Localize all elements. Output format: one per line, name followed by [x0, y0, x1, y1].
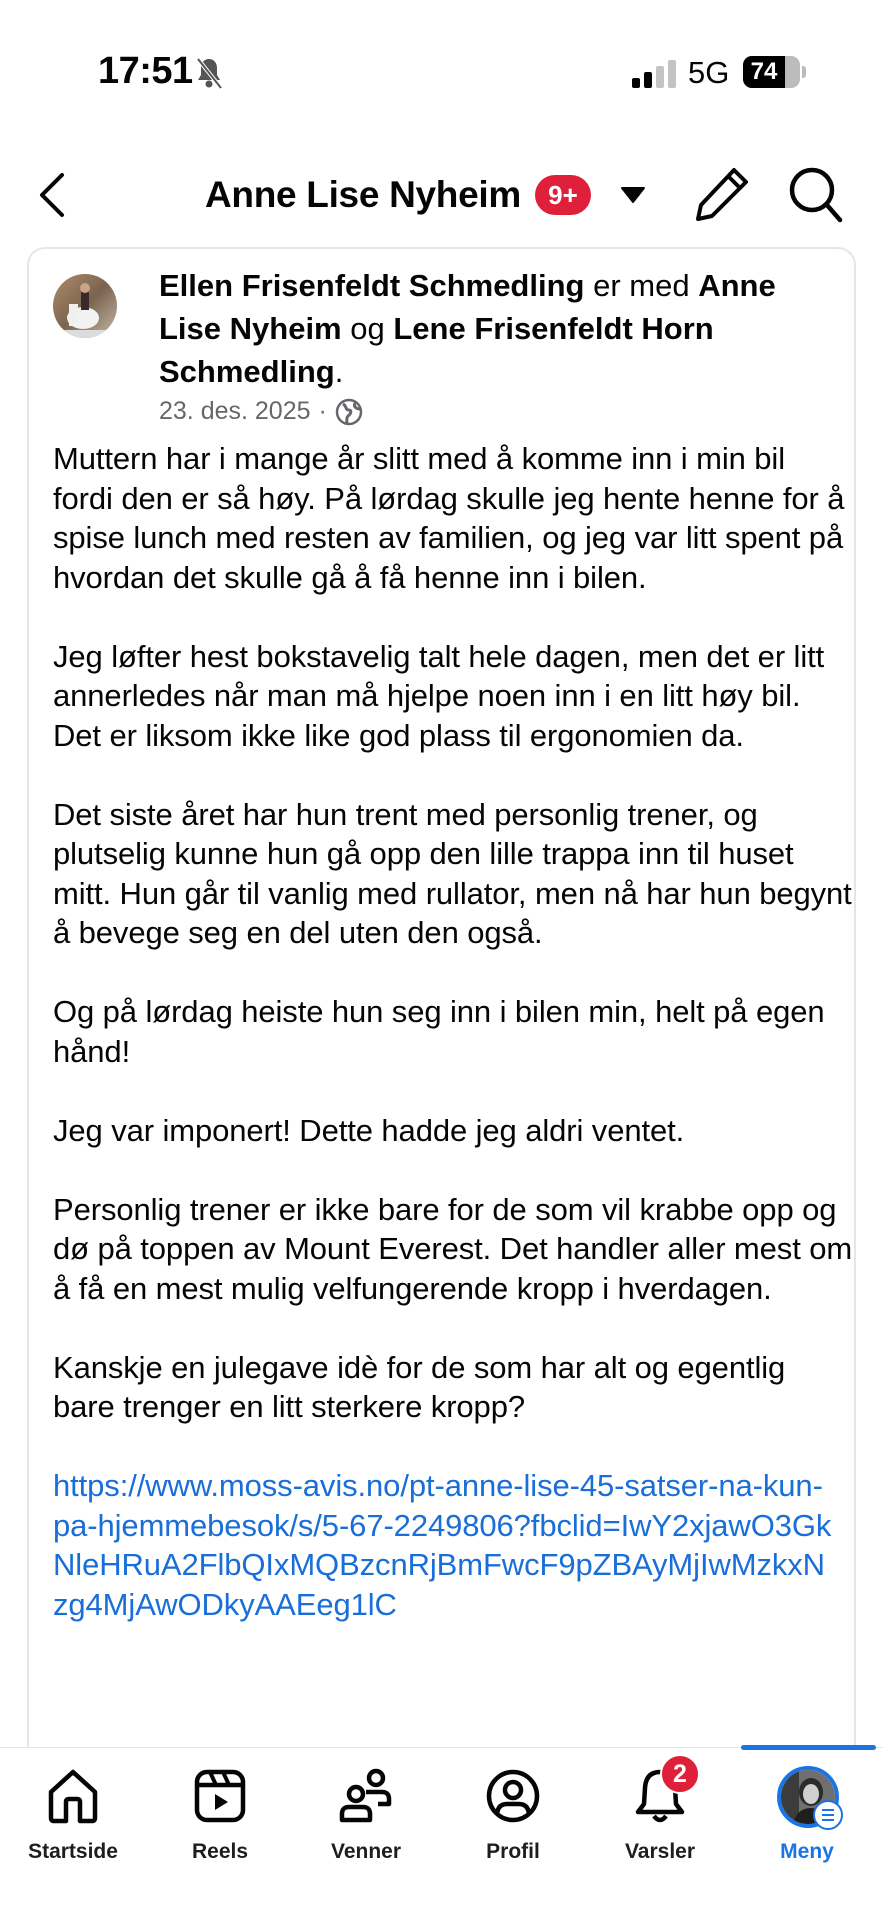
with-connector: er med: [593, 268, 690, 303]
back-button[interactable]: [30, 168, 74, 222]
reels-icon: [190, 1766, 250, 1826]
app-header: [0, 150, 883, 240]
nav-label: Varsler: [624, 1840, 696, 1863]
active-tab-indicator: [741, 1745, 876, 1750]
author-name-link[interactable]: Ellen Frisenfeldt Schmedling: [159, 268, 585, 303]
friends-icon: [336, 1766, 396, 1826]
nav-tab-varsler[interactable]: [590, 1759, 730, 1886]
bell-icon-wrap: [630, 1759, 690, 1826]
nav-label: Meny: [780, 1840, 834, 1863]
notification-badge: 2: [660, 1754, 700, 1794]
nav-tab-startside[interactable]: [3, 1766, 143, 1886]
post-headline: [159, 264, 839, 393]
tagged-user-link[interactable]: Lene Frisenfeldt Horn Schmedling: [159, 311, 714, 389]
home-icon: [43, 1766, 103, 1826]
post-paragraph: Kanskje en julegave idè for de som har alt og egentlig bare trenger en litt sterkere kropp?: [53, 1349, 786, 1424]
post-paragraph: Muttern har i mange år slitt med å komme inn i min bil fordi den er så høy. På lørdag skulle jeg hente henne for å spise lunch med resten av familien, og jeg var litt spent på hvordan det skulle gå å få henne inn i bilen.: [53, 441, 845, 595]
caret-down-icon: [621, 185, 645, 205]
network-type: 5G: [688, 55, 730, 90]
search-icon: [786, 164, 846, 224]
page-title: Anne Lise Nyheim: [205, 174, 521, 215]
edit-button[interactable]: [692, 164, 752, 224]
globe-icon[interactable]: [335, 398, 363, 426]
post-paragraph: Det siste året har hun trent med personlig trener, og plutselig kunne hun gå opp den lille trappa inn til huset mitt. Hun går til vanlig med rullator, men nå har hun begynt å bevege seg en del uten den også.: [53, 796, 852, 950]
nav-label: Reels: [191, 1840, 249, 1863]
profile-icon: [483, 1766, 543, 1826]
battery-indicator: [743, 56, 800, 88]
nav-label: Venner: [330, 1840, 402, 1863]
pencil-icon: [692, 164, 752, 224]
notification-count-badge: 9+: [535, 175, 591, 215]
post-paragraph: Jeg løfter hest bokstavelig talt hele dagen, men det er litt annerledes når man må hjelpe noen inn i en litt høy bil. Det er liksom ikke like god plass til ergonomien da.: [53, 638, 825, 753]
avatar-photo-icon: [53, 274, 117, 338]
chevron-left-icon: [38, 172, 66, 218]
search-button[interactable]: [786, 164, 846, 224]
post-body: [53, 439, 853, 1624]
nav-label: Startside: [28, 1840, 118, 1863]
battery-percent: 74: [750, 58, 778, 85]
post-meta: [159, 397, 363, 426]
nav-tab-profil[interactable]: [443, 1766, 583, 1886]
bottom-navigation: [0, 1747, 883, 1920]
author-avatar[interactable]: [53, 274, 117, 338]
post-paragraph: Og på lørdag heiste hun seg inn i bilen min, helt på egen hånd!: [53, 994, 825, 1069]
post-date[interactable]: 23. des. 2025: [159, 397, 311, 425]
meta-separator: ·: [318, 397, 327, 425]
post-card: [27, 247, 856, 1767]
status-bar: [0, 0, 883, 140]
headline-period: .: [334, 354, 344, 389]
and-connector: og: [350, 311, 385, 346]
battery-nub: [802, 66, 806, 78]
cellular-signal-icon: [632, 60, 678, 88]
status-time: 17:51: [98, 50, 193, 92]
tagged-user-link[interactable]: Anne Lise Nyheim: [159, 268, 776, 346]
post-paragraph: Jeg var imponert! Dette hadde jeg aldri ventet.: [53, 1112, 685, 1148]
nav-label: Profil: [486, 1840, 540, 1863]
article-link[interactable]: https://www.moss-avis.no/pt-anne-lise-45-satser-na-kun-pa-hjemmebesok/s/5-67-2249806?fbclid=IwY2xjawO3GkNleHRuA2FlbQIxMQBzcnRjBmFwcF9pZBAyMjIwMzkxNzg4MjAwODkyAAEeg1lC: [53, 1468, 832, 1622]
menu-avatar-wrap: [777, 1766, 837, 1826]
bell-muted-icon: [193, 56, 225, 90]
menu-hamburger-icon: [813, 1800, 843, 1830]
nav-tab-reels[interactable]: [150, 1766, 290, 1886]
post-paragraph: Personlig trener er ikke bare for de som vil krabbe opp og dø på toppen av Mount Everest. Det handler aller mest om å få en mest mulig velfungerende kropp i hverdagen.: [53, 1191, 853, 1306]
group-title-dropdown[interactable]: [205, 168, 645, 222]
nav-tab-venner[interactable]: [296, 1766, 436, 1886]
nav-tab-meny[interactable]: [737, 1766, 877, 1886]
